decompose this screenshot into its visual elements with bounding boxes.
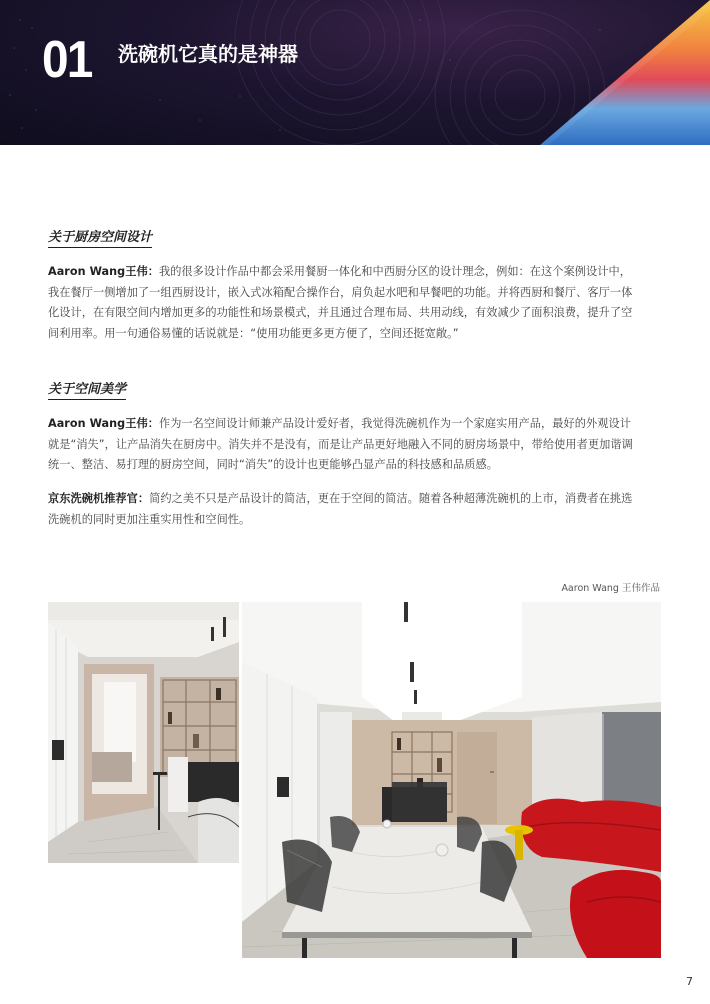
paragraph-jd-recommendation — [48, 489, 640, 530]
paragraph-text: 作为一名空间设计师兼产品设计爱好者，我觉得洗碗机作为一个家庭实用产品，最好的外观设计就是“消失”，让产品消失在厨房中。消失并不是没有，而是让产品更好地融入不同的厨房场景中，带给使用者更加谐调统一、整洁、易打理的厨房空间，同时“消失”的设计也更能够凸显产品的科技感和品质感。 — [48, 417, 633, 472]
paragraph-text: 我的很多设计作品中都会采用餐厨一体化和中西厨分区的设计理念，例如：在这个案例设计中，我在餐厅一侧增加了一组西厨设计，嵌入式冰箱配合操作台，肩负起水吧和早餐吧的功能。并将西厨和餐厅、客厅一体化设计，在有限空间内增加更多的功能性和场景模式，并且通过合理布局、共用动线，有效减少了面积浪费，提升了空间利用率。用一句通俗易懂的话说就是：“使用功能更多更方便了，空间还挺宽敞。” — [48, 265, 633, 340]
section-heading-space-aesthetics: 关于空间美学 — [48, 378, 126, 400]
speaker-label: Aaron Wang王伟： — [48, 265, 159, 278]
paragraph-text: 简约之美不只是产品设计的简洁，更在于空间的简洁。随着各种超薄洗碗机的上市，消费者在挑选洗碗机的同时更加注重实用性和空间性。 — [48, 492, 633, 526]
paragraph-space-aesthetics — [48, 414, 640, 476]
interior-photo-dining-room — [242, 602, 661, 958]
page-title: 洗碗机它真的是神器 — [118, 42, 298, 66]
interior-photo-corridor — [48, 602, 239, 863]
section-heading-kitchen-design: 关于厨房空间设计 — [48, 226, 152, 248]
page-number: 7 — [686, 975, 693, 988]
speaker-label: Aaron Wang王伟： — [48, 417, 159, 430]
banner-decoration — [0, 0, 710, 145]
paragraph-kitchen-design — [48, 262, 640, 344]
photo-caption: Aaron Wang 王伟作品 — [561, 583, 660, 594]
header-banner — [0, 0, 710, 145]
speaker-label: 京东洗碗机推荐官： — [48, 492, 150, 505]
section-number: 01 — [42, 31, 92, 89]
